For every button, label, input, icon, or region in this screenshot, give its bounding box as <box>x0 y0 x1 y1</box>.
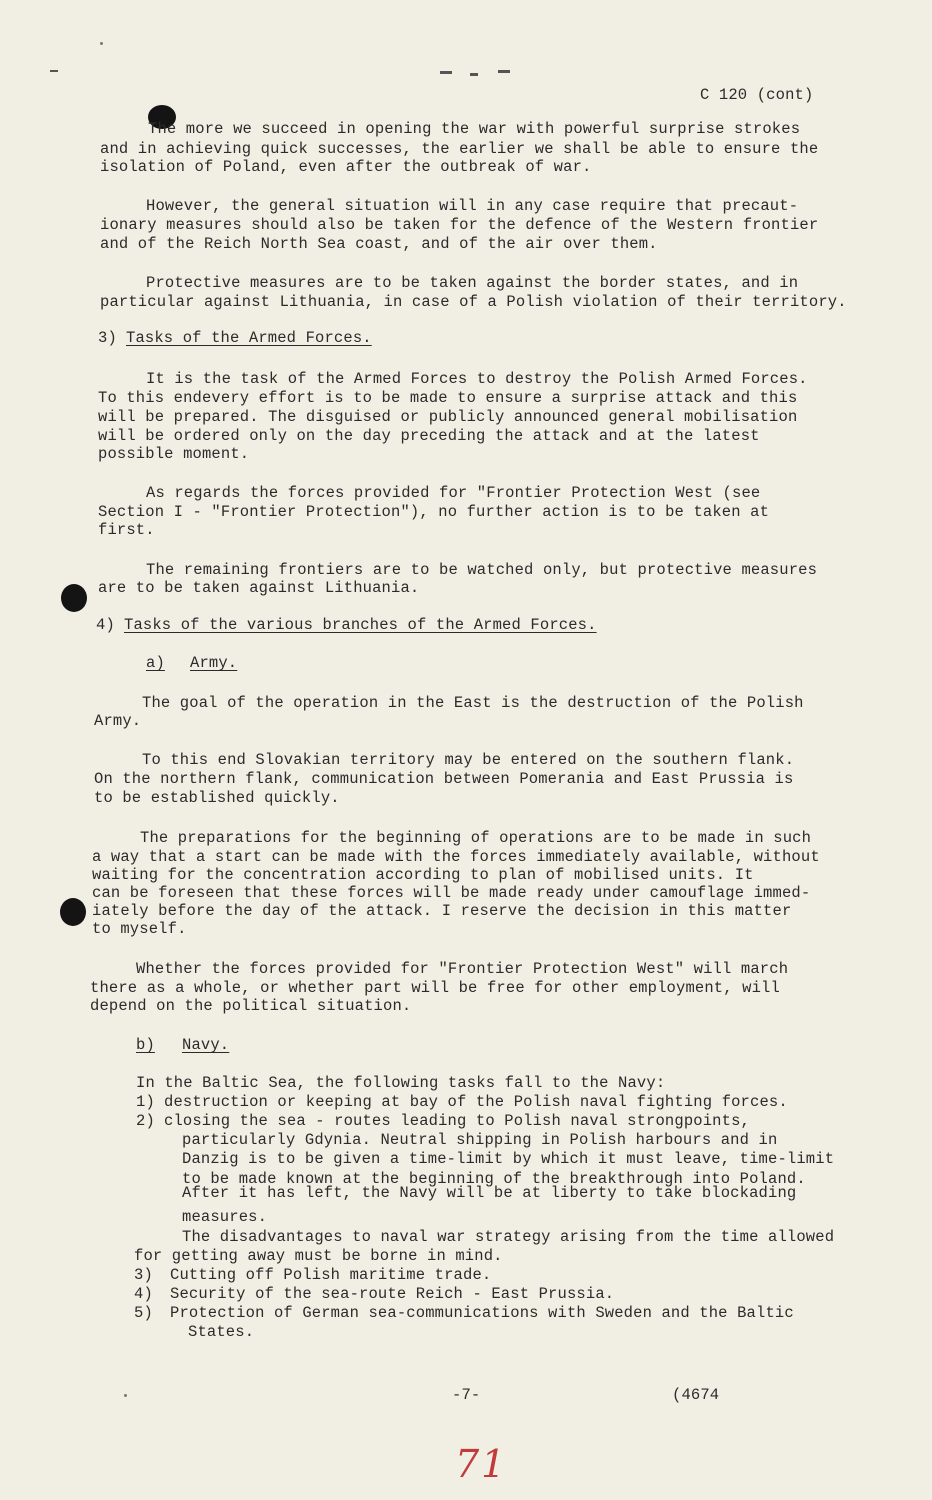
list-item: destruction or keeping at bay of the Polish naval fighting forces. <box>164 1093 788 1111</box>
subsection-heading: Navy. <box>182 1036 230 1054</box>
paragraph-line: Protective measures are to be taken against the border states, and in <box>146 274 799 292</box>
list-item-line: to be made known at the beginning of the breakthrough into Poland. <box>182 1170 806 1188</box>
paragraph-line: In the Baltic Sea, the following tasks fall to the Navy: <box>136 1074 666 1092</box>
paragraph-line: and of the Reich North Sea coast, and of the air over them. <box>100 235 658 253</box>
list-item: closing the sea - routes leading to Polish naval strongpoints, <box>164 1112 750 1130</box>
list-number: 4) <box>134 1285 153 1303</box>
paragraph-line: particular against Lithuania, in case of a Polish violation of their territory. <box>100 293 847 311</box>
list-item: Security of the sea-route Reich - East Prussia. <box>170 1285 615 1303</box>
section-number: 3) <box>98 329 117 347</box>
paragraph-line: The more we succeed in opening the war with powerful surprise strokes <box>148 120 801 138</box>
punch-hole <box>60 898 86 926</box>
paragraph-line: The goal of the operation in the East is the destruction of the Polish <box>142 694 804 712</box>
paragraph-line: and in achieving quick successes, the earlier we shall be able to ensure the <box>100 140 819 158</box>
list-item: Cutting off Polish maritime trade. <box>170 1266 492 1284</box>
paper-speck <box>124 1394 127 1397</box>
document-reference: C 120 (cont) <box>700 86 814 104</box>
page-number: -7- <box>452 1386 481 1404</box>
paragraph-line: will be ordered only on the day preceding the attack and at the latest <box>98 427 760 445</box>
paragraph-line: to be established quickly. <box>94 789 340 807</box>
list-number: 5) <box>134 1304 153 1322</box>
list-item-line: measures. <box>182 1208 268 1226</box>
footer-reference: (4674 <box>672 1386 720 1404</box>
paragraph-line: The disadvantages to naval war strategy arising from the time allowed <box>182 1228 835 1246</box>
header-dash <box>470 73 478 76</box>
paragraph-line: It is the task of the Armed Forces to destroy the Polish Armed Forces. <box>146 370 808 388</box>
paragraph-line: ionary measures should also be taken for the defence of the Western frontier <box>100 216 819 234</box>
paragraph-line: for getting away must be borne in mind. <box>134 1247 503 1265</box>
paper-mark <box>50 70 58 72</box>
paragraph-line: The remaining frontiers are to be watched only, but protective measures <box>146 561 818 579</box>
paragraph-line: isolation of Poland, even after the outbreak of war. <box>100 158 592 176</box>
paragraph-line: waiting for the concentration according to plan of mobilised units. It <box>92 866 754 884</box>
paragraph-line: there as a whole, or whether part will be free for other employment, will <box>90 979 780 997</box>
paragraph-line: will be prepared. The disguised or publicly announced general mobilisation <box>98 408 798 426</box>
paragraph-line: On the northern flank, communication between Pomerania and East Prussia is <box>94 770 794 788</box>
subsection-number: a) <box>146 654 165 672</box>
handwritten-page-number: 71 <box>455 1442 508 1486</box>
paragraph-line: can be foreseen that these forces will be made ready under camouflage immed- <box>92 884 811 902</box>
paragraph-line: To this endevery effort is to be made to ensure a surprise attack and this <box>98 389 798 407</box>
paragraph-line: To this end Slovakian territory may be entered on the southern flank. <box>142 751 795 769</box>
paragraph-line: are to be taken against Lithuania. <box>98 579 420 597</box>
list-item-line: After it has left, the Navy will be at liberty to take blockading <box>182 1184 797 1202</box>
list-item-line: particularly Gdynia. Neutral shipping in Polish harbours and in <box>182 1131 778 1149</box>
list-number: 1) <box>136 1093 155 1111</box>
list-number: 2) <box>136 1112 155 1130</box>
section-heading: Tasks of the Armed Forces. <box>126 329 372 347</box>
paragraph-line: Whether the forces provided for "Frontier Protection West" will march <box>136 960 789 978</box>
header-dash <box>498 70 510 73</box>
paragraph-line: iately before the day of the attack. I reserve the decision in this matter <box>92 902 792 920</box>
paragraph-line: depend on the political situation. <box>90 997 412 1015</box>
paragraph-line: possible moment. <box>98 445 250 463</box>
punch-hole <box>61 584 87 612</box>
list-item: Protection of German sea-communications with Sweden and the Baltic <box>170 1304 794 1322</box>
paragraph-line: The preparations for the beginning of operations are to be made in such <box>140 829 812 847</box>
paragraph-line: a way that a start can be made with the forces immediately available, without <box>92 848 820 866</box>
section-heading: Tasks of the various branches of the Armed Forces. <box>124 616 597 634</box>
paragraph-line: Army. <box>94 712 142 730</box>
header-dash <box>440 71 452 74</box>
subsection-number: b) <box>136 1036 155 1054</box>
list-number: 3) <box>134 1266 153 1284</box>
paragraph-line: However, the general situation will in any case require that precaut- <box>146 197 799 215</box>
paragraph-line: first. <box>98 521 155 539</box>
list-item-line: Danzig is to be given a time-limit by which it must leave, time-limit <box>182 1150 835 1168</box>
subsection-heading: Army. <box>190 654 238 672</box>
paragraph-line: Section I - "Frontier Protection"), no further action is to be taken at <box>98 503 770 521</box>
paper-speck <box>100 42 103 45</box>
list-item-line: States. <box>188 1323 255 1341</box>
paragraph-line: to myself. <box>92 920 187 938</box>
paragraph-line: As regards the forces provided for "Frontier Protection West (see <box>146 484 761 502</box>
section-number: 4) <box>96 616 115 634</box>
